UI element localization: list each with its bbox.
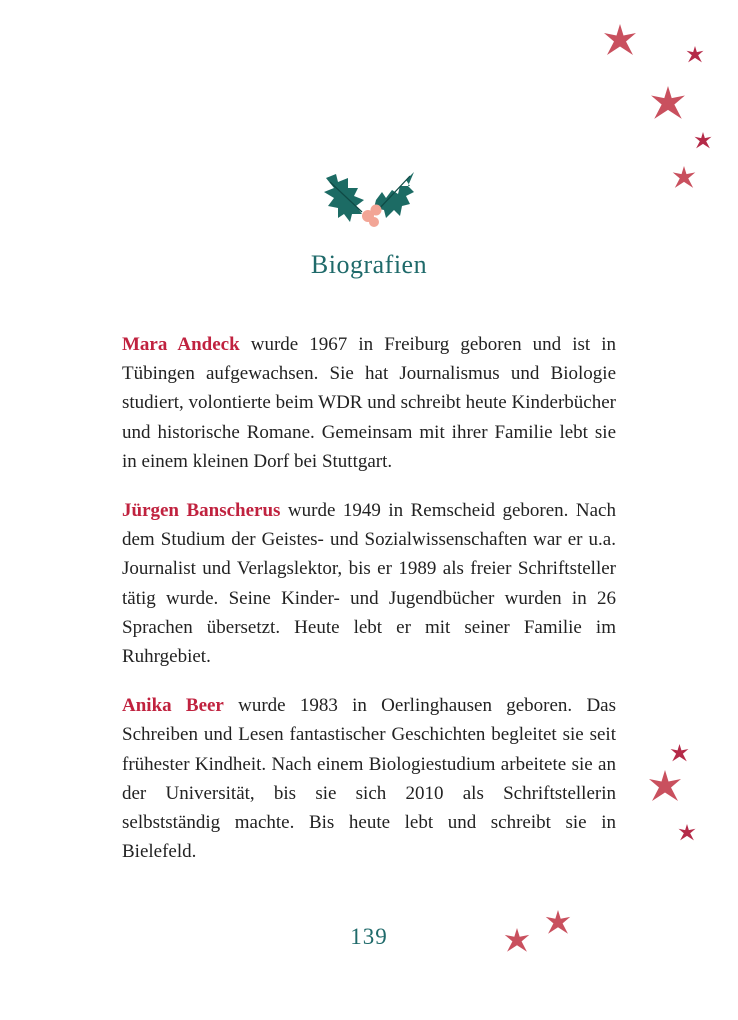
page-number: 139 (350, 924, 388, 949)
star-icon (670, 744, 689, 763)
star-icon (678, 824, 696, 842)
star-icon (694, 132, 712, 150)
star-icon (686, 46, 704, 64)
biography-entry (122, 330, 616, 476)
biography-text: wurde 1949 in Remscheid geboren. Nach dem Studium der Geistes- und Sozialwissenschaften war er u.a. Journalist und Verlagslektor, bis er 1989 als freier Schriftsteller tätig wurde. Seine Kinder- und Jugendbücher wurden in 26 Sprachen übersetzt. Heute lebt er mit seiner Familie im Ruhrgebiet. (122, 500, 616, 668)
biography-text: wurde 1967 in Freiburg geboren und ist in Tübingen aufgewachsen. Sie hat Journalismus und Biologie studiert, volontierte beim WDR und schreibt heute Kinderbücher und historische Romane. Gemeinsam mit ihrer Familie lebt sie in einem kleinen Dorf bei Stuttgart. (122, 334, 617, 472)
biography-entry (122, 691, 616, 866)
star-icon (648, 770, 682, 804)
author-name: Jürgen Banscherus (122, 500, 281, 522)
author-name: Anika Beer (122, 695, 224, 717)
biography-entry (122, 496, 616, 671)
page-title: Biografien (310, 250, 428, 279)
author-name: Mara Andeck (122, 334, 240, 355)
star-icon (650, 86, 686, 122)
star-icon (603, 24, 637, 58)
star-icon (545, 910, 571, 936)
biography-list (122, 330, 616, 886)
star-icon (504, 928, 530, 954)
star-icon (672, 166, 696, 190)
biography-text: wurde 1983 in Oerlinghausen geboren. Das Schreiben und Lesen fantastischer Geschichten begleitet sie seit frühester Kindheit. Nach einem Biologiestudium arbeitete sie an der Universität, bis sie sich 2010 als Schriftstellerin selbstständig machte. Bis heute lebt und schreibt sie in Bielefeld. (122, 695, 616, 863)
holly-icon (322, 166, 418, 230)
